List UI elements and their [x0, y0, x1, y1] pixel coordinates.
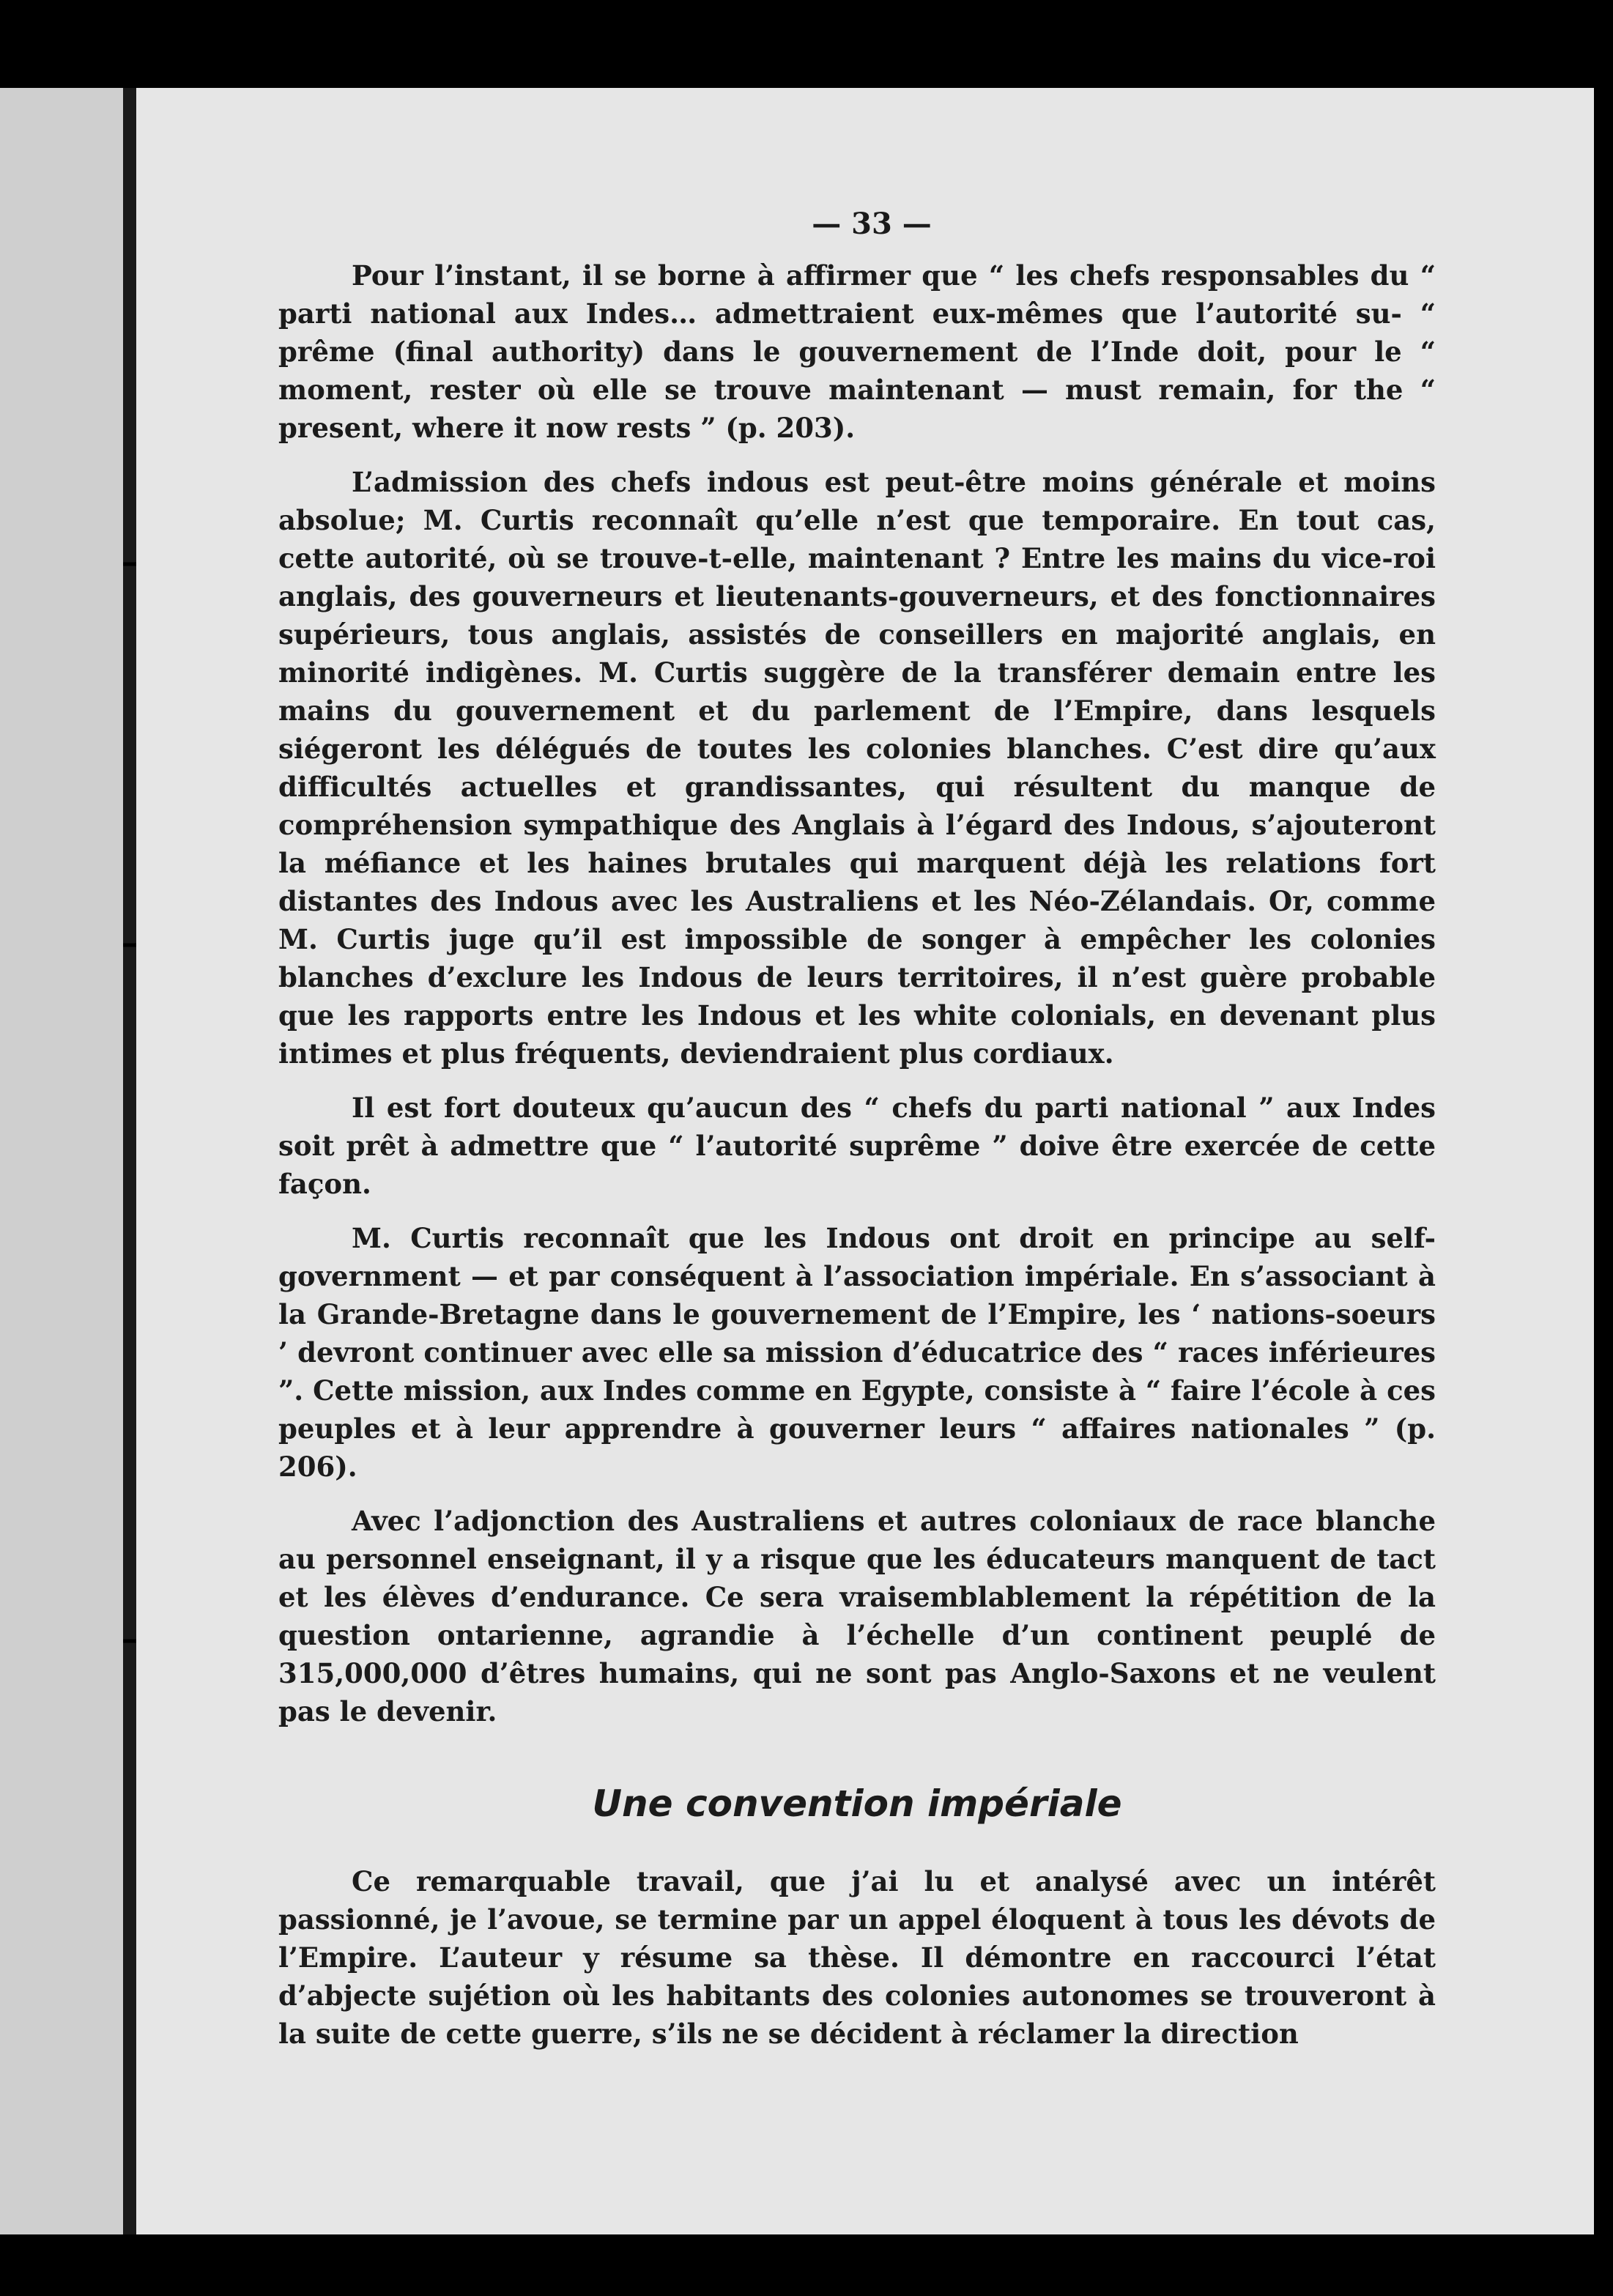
paragraph: M. Curtis reconnaît que les Indous ont droit en principe au self-government — et par conséquent à l’association impériale. En s’associant à la Grande-Bretagne dans le gouvernement de l’Empire, les ‘ nations-soeurs ’ devront continuer avec elle sa mission d’éducatrice des “ races inférieures ”. Cette mission, aux Indes comme en Egypte, consiste à “ faire l’école à ces peuples et à leur apprendre à gouverner leurs “ affaires nationales ” (p. 206). — [278, 1222, 1436, 1483]
paragraph: Ce remarquable travail, que j’ai lu et analysé avec un intérêt passionné, je l’avoue, se termine par un appel éloquent à tous les dévots de l’Empire. L’auteur y résume sa thèse. Il démontre en raccourci l’état d’abjecte sujétion où les habitants des colonies autonomes se trouveront à la suite de cette guerre, s’ils ne se décident à réclamer la direction — [278, 1865, 1436, 2050]
paragraph: Il est fort douteux qu’aucun des “ chefs du parti national ” aux Indes soit prêt à admettre que “ l’autorité suprême ” doive être exercée de cette façon. — [278, 1092, 1436, 1200]
page-text — [278, 205, 1436, 2069]
paragraph: Avec l’adjonction des Australiens et autres coloniaux de race blanche au personnel enseignant, il y a risque que les éducateurs manquent de tact et les élèves d’endurance. Ce sera vraisemblablement la répétition de la question ontarienne, agrandie à l’échelle d’un continent peuplé de 315,000,000 d’êtres humains, qui ne sont pas Anglo-Saxons et ne veulent pas le devenir. — [278, 1505, 1436, 1727]
section-heading: Une convention impériale — [592, 1782, 1122, 1825]
page-number: — 33 — — [812, 207, 932, 241]
paragraph: L’admission des chefs indous est peut-être moins générale et moins absolue; M. Curtis reconnaît qu’elle n’est que temporaire. En tout cas, cette autorité, où se trouve-t-elle, maintenant ? Entre les mains du vice-roi anglais, des gouverneurs et lieutenants-gouverneurs, et des fonctionnaires supérieurs, tous anglais, assistés de conseillers en majorité anglais, en minorité indigènes. M. Curtis suggère de la transférer demain entre les mains du gouvernement et du parlement de l’Empire, dans lesquels siégeront les délégués de toutes les colonies blanches. C’est dire qu’aux difficultés actuelles et grandissantes, qui résultent du manque de compréhension sympathique des Anglais à l’égard des Indous, s’ajouteront la méfiance et les haines brutales qui marquent déjà les relations fort distantes des Indous avec les Australiens et les Néo-Zélandais. Or, comme M. Curtis juge qu’il est impossible de songer à empêcher les colonies blanches d’exclure les Indous de leurs territoires, il n’est guère probable que les rapports entre les Indous et les white colonials, en devenant plus intimes et plus fréquents, deviendraient plus cordiaux. — [278, 466, 1436, 1070]
paragraph: Pour l’instant, il se borne à affirmer que “ les chefs responsables du “ parti national aux Indes… admettraient eux-mêmes que l’autorité su- “ prême (final authority) dans le gouvernement de l’Inde doit, pour le “ moment, rester où elle se trouve maintenant — must remain, for the “ present, where it now rests ” (p. 203). — [278, 259, 1436, 444]
